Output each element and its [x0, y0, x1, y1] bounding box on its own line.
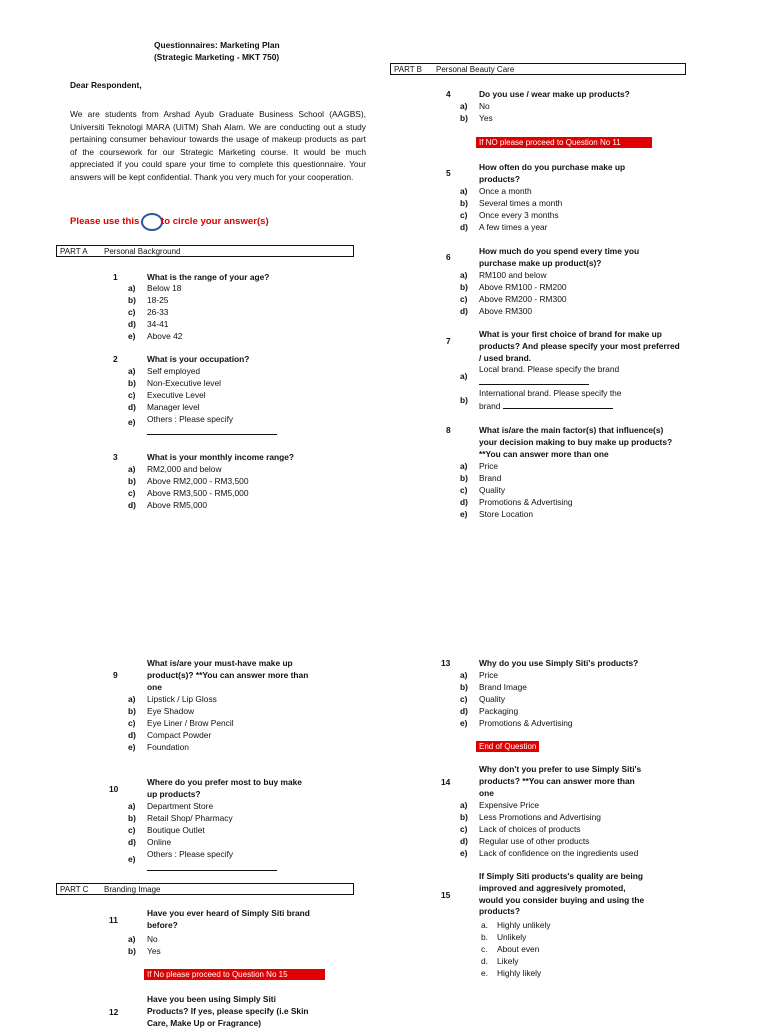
- option-label[interactable]: Below 18: [147, 283, 182, 293]
- option-letter: b): [128, 295, 136, 305]
- option-letter: b): [460, 395, 468, 405]
- question-number: 3: [113, 452, 118, 462]
- option-letter: a): [128, 801, 136, 811]
- answer-blank[interactable]: [503, 400, 613, 409]
- option-letter: c): [460, 694, 468, 704]
- option-letter: c): [460, 210, 468, 220]
- question-number: 4: [446, 89, 451, 99]
- option-letter: d): [460, 497, 468, 507]
- section-code: PART B: [394, 65, 423, 74]
- option-letter: e.: [481, 968, 488, 978]
- option-label[interactable]: Likely: [497, 956, 519, 966]
- option-letter: b): [128, 706, 136, 716]
- intro-paragraph: We are students from Arshad Ayub Graduate Business School (AAGBS), Universiti Teknologi MARA (UiTM) Shah Alam. We are conducting out a study pertaining consumer behaviour towards the usage of makeup products as part of the coursework for our Strategic Marketing course. It would be much appreciated if you could spare your time to complete this questionnaire. Your answers will be kept confidential. Thank you very much for your cooperation.: [70, 109, 366, 182]
- question-number: 10: [109, 784, 119, 794]
- question-text: What is/are your must-have make up product(s)? **You can answer more than one: [147, 658, 309, 692]
- question-text: What is your first choice of brand for make up products? And please specify your most preferred / used brand.: [479, 329, 680, 363]
- option-label[interactable]: Expensive Price: [479, 800, 540, 810]
- option-label[interactable]: Above RM3,500 - RM5,000: [147, 488, 249, 498]
- option-label[interactable]: No: [479, 101, 490, 111]
- question-number: 11: [109, 915, 118, 925]
- question-text: What is/are the main factor(s) that influence(s) your decision making to buy make up products? **You can answer more than one: [479, 425, 673, 459]
- option-label[interactable]: Price: [479, 670, 499, 680]
- skip-instruction-badge: If NO please proceed to Question No 11: [476, 137, 652, 148]
- option-letter: c): [128, 825, 136, 835]
- answer-blank[interactable]: [147, 428, 277, 435]
- question-text: Do you use / wear make up products?: [479, 89, 630, 99]
- option-label[interactable]: Once every 3 months: [479, 210, 559, 220]
- option-letter: a): [128, 464, 136, 474]
- option-letter: b): [460, 473, 468, 483]
- option-label[interactable]: Non-Executive level: [147, 378, 222, 388]
- section-code: PART C: [60, 885, 89, 894]
- option-label[interactable]: Above 42: [147, 331, 183, 341]
- option-letter: e): [460, 848, 468, 858]
- question-number: 7: [446, 336, 451, 346]
- option-letter: e): [128, 742, 136, 752]
- question-text: Where do you prefer most to buy make up products?: [147, 777, 302, 799]
- option-label[interactable]: Local brand. Please specify the brand: [479, 364, 620, 374]
- option-label[interactable]: Promotions & Advertising: [479, 718, 573, 728]
- option-label[interactable]: Highly likely: [497, 968, 542, 978]
- option-letter: c): [128, 718, 136, 728]
- option-label[interactable]: Regular use of other products: [479, 836, 590, 846]
- option-label[interactable]: 26-33: [147, 307, 169, 317]
- option-label[interactable]: Others : Please specify: [147, 849, 234, 859]
- option-label[interactable]: Retail Shop/ Pharmacy: [147, 813, 233, 823]
- section-code: PART A: [60, 247, 88, 256]
- option-letter: d): [128, 402, 136, 412]
- option-letter: b): [128, 813, 136, 823]
- option-label[interactable]: Several times a month: [479, 198, 563, 208]
- option-letter: b): [460, 812, 468, 822]
- option-label[interactable]: Above RM300: [479, 306, 533, 316]
- question-text: Have you ever heard of Simply Siti brand before?: [147, 908, 310, 930]
- option-letter: c): [128, 488, 136, 498]
- option-letter: d.: [481, 956, 488, 966]
- option-letter: a): [460, 461, 468, 471]
- option-label[interactable]: 18-25: [147, 295, 169, 305]
- question-number: 6: [446, 252, 451, 262]
- option-label[interactable]: RM2,000 and below: [147, 464, 222, 474]
- option-label[interactable]: Price: [479, 461, 499, 471]
- section-header-part-b: [390, 63, 686, 75]
- option-label[interactable]: 34-41: [147, 319, 169, 329]
- section-header-part-c: [56, 883, 354, 895]
- option-label[interactable]: Others : Please specify: [147, 414, 234, 424]
- option-label[interactable]: Unlikely: [497, 932, 527, 942]
- section-title: Branding Image: [104, 885, 161, 894]
- section-title: Personal Background: [104, 247, 181, 256]
- option-label[interactable]: Brand Image: [479, 682, 527, 692]
- question-number: 12: [109, 1007, 119, 1017]
- question-text: What is your monthly income range?: [147, 452, 295, 462]
- option-letter: d): [460, 836, 468, 846]
- option-letter: a): [460, 800, 468, 810]
- option-letter: d): [128, 500, 136, 510]
- option-label[interactable]: Less Promotions and Advertising: [479, 812, 601, 822]
- option-label[interactable]: Packaging: [479, 706, 519, 716]
- option-label[interactable]: Lack of confidence on the ingredients used: [479, 848, 639, 858]
- option-letter: a): [460, 101, 468, 111]
- option-letter: d): [128, 730, 136, 740]
- question-text: If Simply Siti products's quality are being improved and aggresively promoted, would you consider buying and using the products?: [479, 871, 645, 917]
- option-label[interactable]: Above RM200 - RM300: [479, 294, 567, 304]
- option-label[interactable]: RM100 and below: [479, 270, 547, 280]
- option-letter: b): [128, 378, 136, 388]
- option-letter: a): [128, 283, 136, 293]
- question-text: Have you been using Simply Siti Products? If yes, please specify (i.e Skin Care, Make Up or Fragrance): [147, 994, 309, 1028]
- title-line-1: Questionnaires: Marketing Plan: [154, 40, 280, 50]
- option-letter: e): [128, 331, 136, 341]
- end-of-question-badge: End of Question: [476, 741, 539, 752]
- option-label[interactable]: Self employed: [147, 366, 201, 376]
- option-letter: c): [460, 294, 468, 304]
- option-letter: e): [460, 718, 468, 728]
- question-number: 5: [446, 168, 451, 178]
- option-letter: b): [460, 198, 468, 208]
- greeting: Dear Respondent,: [70, 80, 142, 90]
- instruction-line: [70, 216, 139, 228]
- option-letter: b.: [481, 932, 488, 942]
- option-label[interactable]: No: [147, 934, 158, 944]
- option-letter: e): [128, 854, 136, 864]
- option-label[interactable]: Executive Level: [147, 390, 206, 400]
- option-label[interactable]: Boutique Outlet: [147, 825, 205, 835]
- skip-instruction-badge: If No please proceed to Question No 15: [144, 969, 325, 980]
- option-letter: a): [128, 934, 136, 944]
- option-label[interactable]: Promotions & Advertising: [479, 497, 573, 507]
- option-letter: a): [460, 670, 468, 680]
- option-label[interactable]: Store Location: [479, 509, 534, 519]
- option-letter: b): [460, 282, 468, 292]
- question-number: 1: [113, 272, 118, 282]
- option-label[interactable]: Lipstick / Lip Gloss: [147, 694, 217, 704]
- circle-icon: [141, 213, 163, 231]
- option-label[interactable]: Eye Liner / Brow Pencil: [147, 718, 234, 728]
- option-label[interactable]: Above RM100 - RM200: [479, 282, 567, 292]
- answer-blank[interactable]: [479, 378, 589, 385]
- option-letter: a): [128, 694, 136, 704]
- option-letter: c): [128, 390, 136, 400]
- option-label[interactable]: Yes: [147, 946, 161, 956]
- option-label[interactable]: Eye Shadow: [147, 706, 195, 716]
- question-number: 8: [446, 425, 451, 435]
- option-label[interactable]: Once a month: [479, 186, 532, 196]
- question-number: 15: [441, 890, 451, 900]
- section-title: Personal Beauty Care: [436, 65, 515, 74]
- question-text: How much do you spend every time you purchase make up product(s)?: [479, 246, 640, 268]
- option-label[interactable]: Lack of choices of products: [479, 824, 581, 834]
- question-number: 14: [441, 777, 451, 787]
- section-header-part-a: [56, 245, 354, 257]
- option-letter: c): [460, 824, 468, 834]
- question-text: How often do you purchase make up products?: [479, 162, 626, 184]
- option-letter: d): [128, 837, 136, 847]
- option-letter: a): [460, 270, 468, 280]
- option-label[interactable]: Online: [147, 837, 172, 847]
- option-label[interactable]: Quality: [479, 694, 506, 704]
- option-letter: a): [460, 371, 468, 381]
- option-letter: c.: [481, 944, 488, 954]
- question-number: 2: [113, 354, 118, 364]
- option-letter: d): [460, 222, 468, 232]
- option-label[interactable]: Above RM2,000 - RM3,500: [147, 476, 249, 486]
- option-letter: d): [460, 706, 468, 716]
- option-label[interactable]: Department Store: [147, 801, 214, 811]
- document-title: [154, 40, 280, 64]
- instruction-right-text: to circle your answer(s): [161, 216, 269, 227]
- option-letter: a): [128, 366, 136, 376]
- option-letter: e): [460, 509, 468, 519]
- option-letter: b): [128, 476, 136, 486]
- option-letter: d): [128, 319, 136, 329]
- option-letter: b): [460, 682, 468, 692]
- question-text: What is your occupation?: [147, 354, 250, 364]
- option-letter: e): [128, 417, 136, 427]
- option-label[interactable]: Manager level: [147, 402, 200, 412]
- question-number: 13: [441, 658, 451, 668]
- question-number: 9: [113, 670, 118, 680]
- option-label[interactable]: Yes: [479, 113, 493, 123]
- answer-blank[interactable]: [147, 864, 277, 871]
- instruction-left-text: Please use this: [70, 216, 140, 227]
- option-label[interactable]: Above RM5,000: [147, 500, 208, 510]
- option-letter: a.: [481, 920, 488, 930]
- option-letter: b): [460, 113, 468, 123]
- option-label[interactable]: Highly unlikely: [497, 920, 551, 930]
- option-label[interactable]: International brand. Please specify the brand: [479, 388, 622, 411]
- option-label[interactable]: A few times a year: [479, 222, 548, 232]
- option-label[interactable]: Brand: [479, 473, 502, 483]
- option-letter: b): [128, 946, 136, 956]
- option-letter: d): [460, 306, 468, 316]
- option-letter: c): [460, 485, 468, 495]
- option-label[interactable]: Compact Powder: [147, 730, 212, 740]
- option-label[interactable]: Quality: [479, 485, 506, 495]
- option-label[interactable]: About even: [497, 944, 540, 954]
- option-letter: c): [128, 307, 136, 317]
- question-text: What is the range of your age?: [147, 272, 270, 282]
- question-text: Why do you use Simply Siti's products?: [479, 658, 639, 668]
- option-letter: a): [460, 186, 468, 196]
- option-label[interactable]: Foundation: [147, 742, 189, 752]
- title-line-2: (Strategic Marketing - MKT 750): [154, 51, 280, 62]
- question-text: Why don't you prefer to use Simply Siti's products? **You can answer more than one: [479, 764, 642, 798]
